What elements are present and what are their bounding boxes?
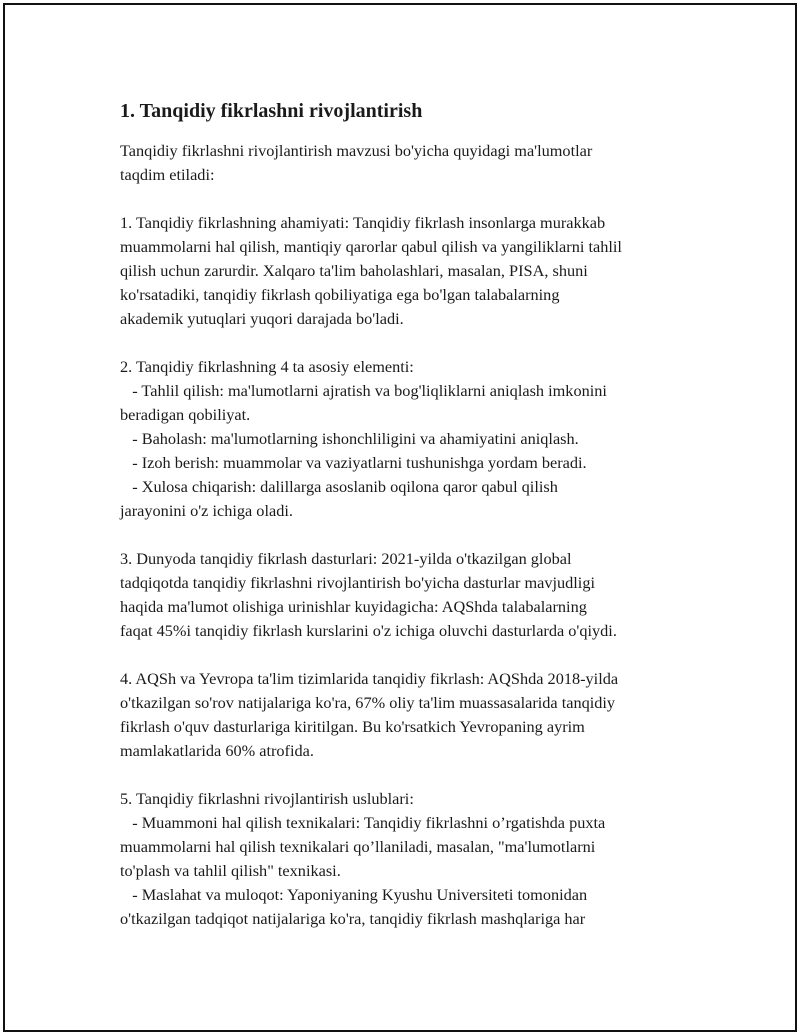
text-line: muammolarni hal qilish, mantiqiy qarorlar qabul qilish va yangiliklarni tahlil xyxy=(120,237,622,256)
paragraph xyxy=(120,211,720,331)
paragraph-gap xyxy=(120,523,720,547)
text-line: qilish uchun zarurdir. Xalqaro ta'lim baholashlari, masalan, PISA, shuni xyxy=(120,261,588,280)
text-line: tadqiqotda tanqidiy fikrlashni rivojlantirish bo'yicha dasturlar mavjudligi xyxy=(120,573,595,592)
text-line: haqida ma'lumot olishiga urinishlar kuyidagicha: AQShda talabalarning xyxy=(120,597,587,616)
document-title: 1. Tanqidiy fikrlashni rivojlantirish xyxy=(120,100,423,122)
paragraph xyxy=(120,547,720,643)
text-line: - Maslahat va muloqot: Yaponiyaning Kyushu Universiteti tomonidan xyxy=(120,885,588,904)
text-line: 2. Tanqidiy fikrlashning 4 ta asosiy elementi: xyxy=(120,357,414,376)
text-line: to'plash va tahlil qilish" texnikasi. xyxy=(120,861,341,880)
text-line: ko'rsatadiki, tanqidiy fikrlash qobiliyatiga ega bo'lgan talabalarning xyxy=(120,285,560,304)
paragraph-gap xyxy=(120,763,720,787)
document-paragraphs xyxy=(120,139,720,931)
text-line: 3. Dunyoda tanqidiy fikrlash dasturlari: 2021-yilda o'tkazilgan global xyxy=(120,549,572,568)
text-line: o'tkazilgan so'rov natijalariga ko'ra, 67% oliy ta'lim muassasalarida tanqidiy xyxy=(120,693,616,712)
paragraph xyxy=(120,355,720,523)
text-line: - Izoh berish: muammolar va vaziyatlarni tushunishga yordam beradi. xyxy=(120,453,587,472)
text-line: 1. Tanqidiy fikrlashning ahamiyati: Tanqidiy fikrlash insonlarga murakkab xyxy=(120,213,606,232)
paragraph xyxy=(120,139,720,187)
paragraph xyxy=(120,787,720,931)
page-frame xyxy=(3,3,797,1032)
text-line: - Tahlil qilish: ma'lumotlarni ajratish va bog'liqliklarni aniqlash imkonini xyxy=(120,381,607,400)
text-line: beradigan qobiliyat. xyxy=(120,405,251,424)
paragraph-gap xyxy=(120,187,720,211)
paragraph xyxy=(120,667,720,763)
text-line: fikrlash o'quv dasturlariga kiritilgan. Bu ko'rsatkich Yevropaning ayrim xyxy=(120,717,585,736)
text-line: akademik yutuqlari yuqori darajada bo'ladi. xyxy=(120,309,404,328)
text-line: o'tkazilgan tadqiqot natijalariga ko'ra, tanqidiy fikrlash mashqlariga har xyxy=(120,909,586,928)
text-line: 4. AQSh va Yevropa ta'lim tizimlarida tanqidiy fikrlash: AQShda 2018-yilda xyxy=(120,669,619,688)
text-line: Tanqidiy fikrlashni rivojlantirish mavzusi bo'yicha quyidagi ma'lumotlar xyxy=(120,141,593,160)
document-body xyxy=(120,97,720,931)
paragraph-gap xyxy=(120,643,720,667)
text-line: faqat 45%i tanqidiy fikrlash kurslarini o'z ichiga oluvchi dasturlarda o'qiydi. xyxy=(120,621,617,640)
text-line: mamlakatlarida 60% atrofida. xyxy=(120,741,314,760)
text-line: - Baholash: ma'lumotlarning ishonchliligini va ahamiyatini aniqlash. xyxy=(120,429,579,448)
paragraph-gap xyxy=(120,331,720,355)
text-line: jarayonini o'z ichiga oladi. xyxy=(120,501,293,520)
text-line: - Muammoni hal qilish texnikalari: Tanqidiy fikrlashni o’rgatishda puxta xyxy=(120,813,606,832)
text-line: 5. Tanqidiy fikrlashni rivojlantirish uslublari: xyxy=(120,789,414,808)
text-line: - Xulosa chiqarish: dalillarga asoslanib oqilona qaror qabul qilish xyxy=(120,477,558,496)
text-line: muammolarni hal qilish texnikalari qo’llaniladi, masalan, "ma'lumotlarni xyxy=(120,837,596,856)
text-line: taqdim etiladi: xyxy=(120,165,215,184)
